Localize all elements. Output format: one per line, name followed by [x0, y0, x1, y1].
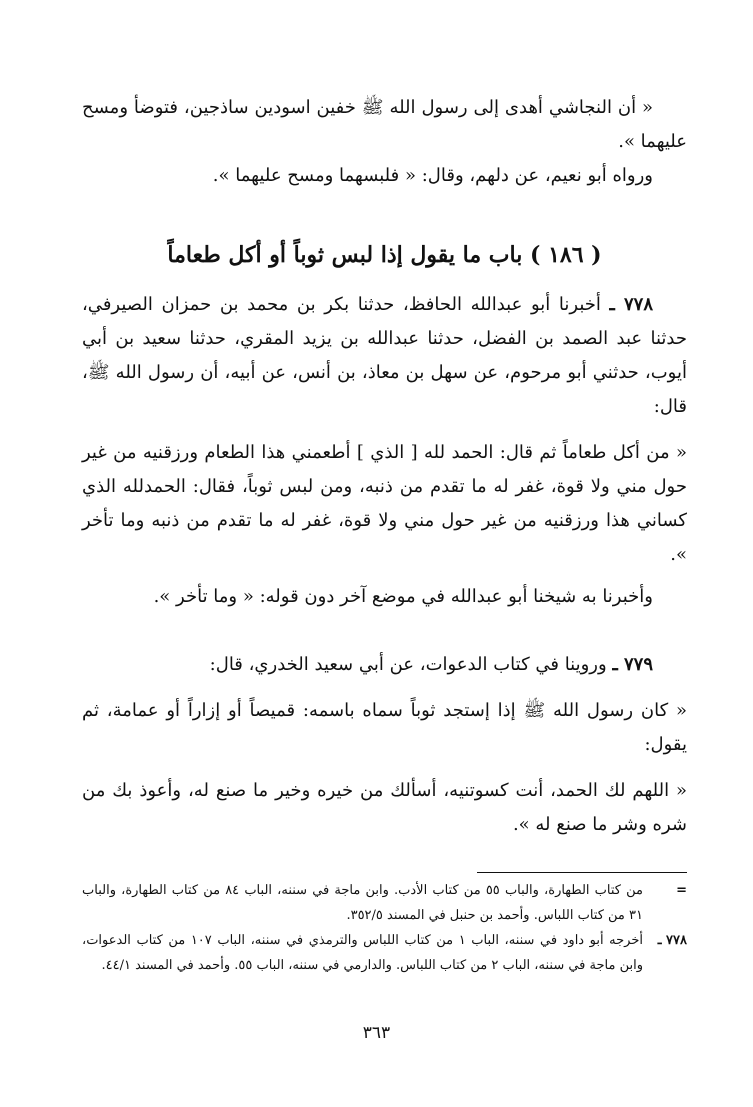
footnote-mark: ٧٧٨ ـ: [657, 933, 687, 948]
hadith-continuation: [82, 91, 687, 193]
hadith-number: ٧٧٨ ـ: [609, 294, 653, 315]
hadith-779-dua: « اللهم لك الحمد، أنت كسوتنيه، أسألك من خيره وخير ما صنع له، وأعوذ بك من شره وشر ما صنع له ».: [82, 780, 687, 835]
hadith-779-intro: [82, 648, 687, 682]
hadith-text: « أن النجاشي أهدى إلى رسول الله ﷺ خفين اسودين ساذجين، فتوضأ ومسح عليهما ».: [82, 97, 687, 152]
footnote: [82, 928, 687, 978]
page-number: ٣٦٣: [362, 1023, 391, 1043]
hadith-number: ٧٧٩ ـ: [612, 654, 653, 675]
hadith-779: [82, 648, 687, 842]
chapter-title: ( ١٨٦ ) باب ما يقول إذا لبس ثوباً أو أكل طعاماً: [167, 242, 602, 268]
narration-note: ورواه أبو نعيم، عن دلهم، وقال: « فلبسهما ومسح عليهما ».: [212, 165, 653, 186]
hadith-778-addition: وأخبرنا به شيخنا أبو عبدالله في موضع آخر دون قوله: « وما تأخر ».: [153, 586, 653, 607]
hadith-778-matn: « من أكل طعاماً ثم قال: الحمد لله [ الذي ] أطعمني هذا الطعام ورزقنيه من غير حول مني ولا قوة، غفر له ما تقدم من ذنبه، ومن لبس ثوباً، فقال: الحمدلله الذي كساني هذا ورزقنيه من غير حول مني ولا قوة، غفر له ما تقدم من ذنبه وما تأخر ».: [82, 442, 687, 565]
intro-text: وروينا في كتاب الدعوات، عن أبي سعيد الخدري، قال:: [209, 654, 607, 675]
footnote-mark: =: [676, 883, 687, 898]
isnad-text: أخبرنا أبو عبدالله الحافظ، حدثنا بكر بن محمد بن حمزان الصيرفي، حدثنا عبد الصمد بن الفضل، حدثنا عبدالله بن يزيد المقري، حدثنا سعيد بن أبي أيوب، حدثني أبو مرحوم، عن سهل بن معاذ، بن أنس، عن أبيه، أن رسول الله ﷺ، قال:: [82, 294, 687, 417]
footnote-text: أخرجه أبو داود في سننه، الباب ١ من كتاب اللباس والترمذي في سننه، الباب ١٠٧ من كتاب الدعوات، وابن ماجة في سننه، الباب ٢ من كتاب اللباس. والدارمي في سننه، الباب ٥٥. وأحمد في المسند ٤٤/١.: [82, 933, 644, 973]
hadith-779-matn: « كان رسول الله ﷺ إذا إستجد ثوباً سماه باسمه: قميصاً أو إزاراً أو عمامة، ثم يقول:: [82, 700, 687, 755]
footnotes: [82, 878, 687, 978]
footnote-separator: [477, 872, 687, 873]
hadith-778: [82, 288, 687, 614]
hadith-778-isnad: [82, 288, 687, 424]
footnote: [82, 878, 687, 928]
footnote-text: من كتاب الطهارة، والباب ٥٥ من كتاب الأدب. وابن ماجة في سننه، الباب ٨٤ من كتاب الطهارة، والباب ٣١ من كتاب اللباس. وأحمد بن حنبل في المسند ٣٥٢/٥.: [82, 883, 643, 923]
